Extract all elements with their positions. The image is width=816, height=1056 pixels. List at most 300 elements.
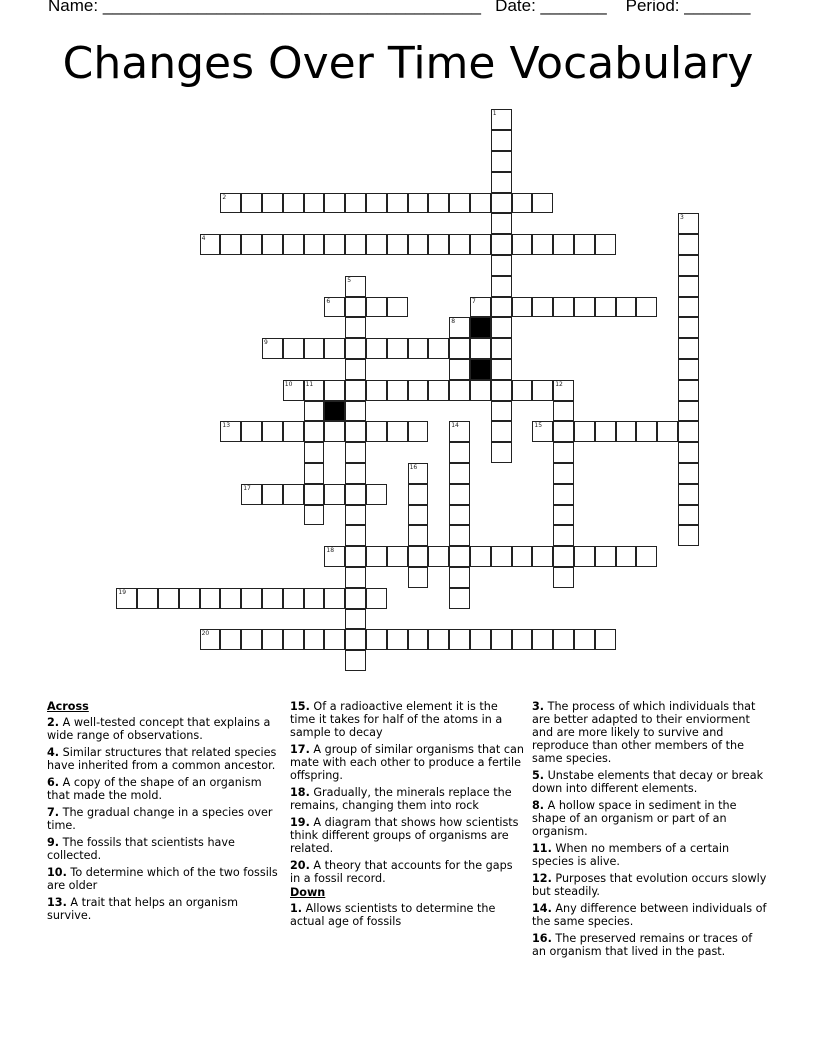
grid-cell[interactable] bbox=[283, 629, 304, 650]
grid-cell[interactable] bbox=[220, 421, 241, 442]
grid-cell[interactable] bbox=[512, 297, 533, 318]
grid-cell[interactable] bbox=[304, 193, 325, 214]
grid-cell[interactable] bbox=[283, 380, 304, 401]
clue-down-11 bbox=[532, 842, 768, 868]
grid-cell[interactable] bbox=[304, 401, 325, 422]
grid-cell[interactable] bbox=[678, 338, 699, 359]
grid-cell[interactable] bbox=[595, 629, 616, 650]
grid-cell[interactable] bbox=[449, 546, 470, 567]
grid-cell[interactable] bbox=[512, 546, 533, 567]
clue-number-label: 14 bbox=[451, 422, 459, 430]
clue-text: The gradual change in a species over time. bbox=[47, 806, 273, 832]
grid-cell[interactable] bbox=[574, 421, 595, 442]
grid-cell[interactable] bbox=[470, 193, 491, 214]
clues-column-1 bbox=[47, 700, 283, 926]
grid-cell[interactable] bbox=[449, 525, 470, 546]
grid-cell[interactable] bbox=[553, 234, 574, 255]
grid-cell[interactable] bbox=[449, 338, 470, 359]
grid-cell[interactable] bbox=[678, 421, 699, 442]
grid-cell[interactable] bbox=[345, 317, 366, 338]
grid-cell[interactable] bbox=[678, 484, 699, 505]
clue-text: A diagram that shows how scientists think different groups of organisms are related. bbox=[290, 816, 519, 855]
grid-cell[interactable] bbox=[470, 338, 491, 359]
grid-cell[interactable] bbox=[304, 442, 325, 463]
clue-text: The process of which individuals that are better adapted to their enviorment and are more likely to survive and reproduce than other members of the same species. bbox=[532, 700, 756, 765]
grid-cell[interactable] bbox=[345, 421, 366, 442]
grid-cell[interactable] bbox=[491, 401, 512, 422]
clue-down-3 bbox=[532, 700, 768, 765]
clue-across-10 bbox=[47, 866, 283, 892]
clue-across-13 bbox=[47, 896, 283, 922]
clue-text: A group of similar organisms that can mate with each other to produce a fertile offspring. bbox=[290, 743, 524, 782]
grid-cell[interactable] bbox=[512, 193, 533, 214]
grid-cell[interactable] bbox=[408, 484, 429, 505]
grid-cell[interactable] bbox=[449, 463, 470, 484]
grid-cell[interactable] bbox=[408, 421, 429, 442]
grid-cell[interactable] bbox=[678, 380, 699, 401]
grid-cell[interactable] bbox=[678, 213, 699, 234]
grid-cell[interactable] bbox=[179, 588, 200, 609]
grid-cell[interactable] bbox=[491, 338, 512, 359]
grid-cell[interactable] bbox=[470, 629, 491, 650]
grid-cell[interactable] bbox=[449, 421, 470, 442]
grid-cell[interactable] bbox=[491, 297, 512, 318]
grid-cell[interactable] bbox=[220, 588, 241, 609]
grid-cell[interactable] bbox=[220, 629, 241, 650]
clue-number: 10. bbox=[47, 866, 67, 879]
clue-number-label: 12 bbox=[555, 380, 563, 388]
clue-down-1 bbox=[290, 902, 526, 928]
grid-cell[interactable] bbox=[636, 421, 657, 442]
grid-cell[interactable] bbox=[574, 297, 595, 318]
grid-cell[interactable] bbox=[470, 546, 491, 567]
grid-cell[interactable] bbox=[678, 276, 699, 297]
grid-cell[interactable] bbox=[262, 588, 283, 609]
grid-cell[interactable] bbox=[137, 588, 158, 609]
grid-cell[interactable] bbox=[449, 317, 470, 338]
clue-number: 12. bbox=[532, 872, 552, 885]
grid-cell[interactable] bbox=[324, 629, 345, 650]
clue-number-label: 7 bbox=[472, 297, 476, 305]
grid-cell[interactable] bbox=[345, 193, 366, 214]
grid-cell[interactable] bbox=[553, 380, 574, 401]
grid-cell[interactable] bbox=[345, 338, 366, 359]
grid-cell[interactable] bbox=[283, 338, 304, 359]
clue-number-label: 17 bbox=[243, 484, 251, 492]
grid-cell[interactable] bbox=[678, 317, 699, 338]
name-blank[interactable]: ________________________________________ bbox=[102, 0, 481, 15]
grid-cell[interactable] bbox=[595, 234, 616, 255]
grid-cell[interactable] bbox=[553, 505, 574, 526]
grid-cell[interactable] bbox=[574, 546, 595, 567]
grid-cell[interactable] bbox=[262, 193, 283, 214]
grid-cell[interactable] bbox=[283, 484, 304, 505]
grid-cell[interactable] bbox=[553, 629, 574, 650]
grid-cell[interactable] bbox=[491, 629, 512, 650]
grid-cell[interactable] bbox=[408, 567, 429, 588]
grid-cell[interactable] bbox=[387, 193, 408, 214]
grid-cell[interactable] bbox=[532, 234, 553, 255]
grid-cell[interactable] bbox=[532, 380, 553, 401]
grid-cell[interactable] bbox=[262, 421, 283, 442]
grid-cell[interactable] bbox=[324, 546, 345, 567]
grid-cell[interactable] bbox=[366, 338, 387, 359]
clue-text: A hollow space in sediment in the shape of an organism or part of an organism. bbox=[532, 799, 737, 838]
grid-cell[interactable] bbox=[470, 380, 491, 401]
clue-number-label: 11 bbox=[305, 380, 314, 388]
clue-number-label: 10 bbox=[284, 380, 293, 388]
grid-cell[interactable] bbox=[387, 297, 408, 318]
grid-cell[interactable] bbox=[408, 193, 429, 214]
grid-cell[interactable] bbox=[408, 234, 429, 255]
grid-cell[interactable] bbox=[200, 629, 221, 650]
grid-cell[interactable] bbox=[345, 276, 366, 297]
grid-cell[interactable] bbox=[553, 484, 574, 505]
grid-cell[interactable] bbox=[345, 401, 366, 422]
grid-cell[interactable] bbox=[491, 421, 512, 442]
clue-number-label: 2 bbox=[222, 193, 227, 201]
clue-across-18 bbox=[290, 786, 526, 812]
grid-cell[interactable] bbox=[532, 193, 553, 214]
grid-cell[interactable] bbox=[428, 193, 449, 214]
grid-cell[interactable] bbox=[636, 297, 657, 318]
clue-text: When no members of a certain species is alive. bbox=[532, 842, 730, 868]
grid-cell[interactable] bbox=[449, 380, 470, 401]
grid-cell[interactable] bbox=[408, 505, 429, 526]
clue-number: 3. bbox=[532, 700, 545, 713]
down-heading: Down bbox=[290, 886, 326, 899]
clue-across-20 bbox=[290, 859, 526, 885]
date-blank[interactable]: _______ bbox=[540, 0, 607, 15]
grid-cell[interactable] bbox=[491, 193, 512, 214]
grid-cell[interactable] bbox=[408, 525, 429, 546]
grid-cell[interactable] bbox=[491, 255, 512, 276]
grid-cell[interactable] bbox=[366, 297, 387, 318]
grid-cell[interactable] bbox=[304, 505, 325, 526]
clue-number: 13. bbox=[47, 896, 67, 909]
grid-cell[interactable] bbox=[616, 546, 637, 567]
grid-cell[interactable] bbox=[304, 484, 325, 505]
grid-cell[interactable] bbox=[449, 484, 470, 505]
grid-cell[interactable] bbox=[678, 505, 699, 526]
page-title: Changes Over Time Vocabulary bbox=[62, 38, 754, 89]
clue-number: 15. bbox=[290, 700, 310, 713]
clue-number-label: 13 bbox=[222, 422, 231, 430]
clue-number: 2. bbox=[47, 716, 60, 729]
grid-cell[interactable] bbox=[366, 484, 387, 505]
grid-cell[interactable] bbox=[387, 338, 408, 359]
grid-cell[interactable] bbox=[324, 421, 345, 442]
grid-cell[interactable] bbox=[304, 234, 325, 255]
clue-across-4 bbox=[47, 746, 283, 772]
grid-cell[interactable] bbox=[678, 401, 699, 422]
grid-cell[interactable] bbox=[574, 629, 595, 650]
grid-cell[interactable] bbox=[512, 629, 533, 650]
grid-cell[interactable] bbox=[345, 484, 366, 505]
grid-cell[interactable] bbox=[678, 525, 699, 546]
grid-cell[interactable] bbox=[304, 629, 325, 650]
clue-text: Gradually, the minerals replace the remains, changing them into rock bbox=[290, 786, 512, 812]
grid-cell[interactable] bbox=[553, 525, 574, 546]
grid-cell[interactable] bbox=[512, 380, 533, 401]
grid-cell[interactable] bbox=[304, 588, 325, 609]
grid-cell[interactable] bbox=[553, 401, 574, 422]
grid-cell[interactable] bbox=[283, 421, 304, 442]
grid-cell[interactable] bbox=[387, 421, 408, 442]
grid-cell[interactable] bbox=[449, 567, 470, 588]
grid-cell[interactable] bbox=[158, 588, 179, 609]
grid-cell[interactable] bbox=[200, 234, 221, 255]
clue-across-6 bbox=[47, 776, 283, 802]
grid-cell[interactable] bbox=[241, 234, 262, 255]
grid-cell[interactable] bbox=[574, 234, 595, 255]
grid-cell[interactable] bbox=[241, 629, 262, 650]
grid-cell[interactable] bbox=[345, 380, 366, 401]
black-cell bbox=[470, 359, 491, 380]
grid-cell[interactable] bbox=[449, 505, 470, 526]
grid-cell[interactable] bbox=[241, 588, 262, 609]
grid-cell[interactable] bbox=[428, 629, 449, 650]
grid-cell[interactable] bbox=[262, 629, 283, 650]
grid-cell[interactable] bbox=[345, 546, 366, 567]
grid-cell[interactable] bbox=[491, 234, 512, 255]
grid-cell[interactable] bbox=[449, 359, 470, 380]
grid-cell[interactable] bbox=[366, 234, 387, 255]
clue-number: 7. bbox=[47, 806, 60, 819]
grid-cell[interactable] bbox=[491, 359, 512, 380]
grid-cell[interactable] bbox=[491, 130, 512, 151]
grid-cell[interactable] bbox=[470, 297, 491, 318]
grid-cell[interactable] bbox=[449, 588, 470, 609]
grid-cell[interactable] bbox=[366, 421, 387, 442]
grid-cell[interactable] bbox=[324, 297, 345, 318]
clue-across-9 bbox=[47, 836, 283, 862]
grid-cell[interactable] bbox=[553, 546, 574, 567]
grid-cell[interactable] bbox=[678, 297, 699, 318]
grid-cell[interactable] bbox=[532, 546, 553, 567]
clue-text: A copy of the shape of an organism that made the mold. bbox=[47, 776, 262, 802]
grid-cell[interactable] bbox=[345, 297, 366, 318]
grid-cell[interactable] bbox=[491, 317, 512, 338]
grid-cell[interactable] bbox=[491, 276, 512, 297]
grid-cell[interactable] bbox=[553, 421, 574, 442]
clue-number: 16. bbox=[532, 932, 552, 945]
clue-number: 14. bbox=[532, 902, 552, 915]
clue-number-label: 6 bbox=[326, 297, 331, 305]
grid-cell[interactable] bbox=[428, 338, 449, 359]
clue-number-label: 18 bbox=[326, 547, 335, 555]
grid-cell[interactable] bbox=[220, 193, 241, 214]
grid-cell[interactable] bbox=[345, 609, 366, 630]
clue-down-14 bbox=[532, 902, 768, 928]
grid-cell[interactable] bbox=[345, 567, 366, 588]
clue-text: A trait that helps an organism survive. bbox=[47, 896, 238, 922]
grid-cell[interactable] bbox=[616, 421, 637, 442]
grid-cell[interactable] bbox=[345, 505, 366, 526]
clue-text: Similar structures that related species have inherited from a common ancestor. bbox=[47, 746, 277, 772]
grid-cell[interactable] bbox=[220, 234, 241, 255]
grid-cell[interactable] bbox=[532, 297, 553, 318]
clues-column-3 bbox=[532, 700, 768, 962]
grid-cell[interactable] bbox=[678, 442, 699, 463]
clue-number-label: 1 bbox=[492, 110, 497, 118]
grid-cell[interactable] bbox=[345, 650, 366, 671]
clue-number-label: 20 bbox=[201, 630, 210, 638]
grid-cell[interactable] bbox=[428, 380, 449, 401]
grid-cell[interactable] bbox=[324, 588, 345, 609]
clue-number: 1. bbox=[290, 902, 303, 915]
grid-cell[interactable] bbox=[491, 109, 512, 130]
grid-cell[interactable] bbox=[345, 629, 366, 650]
grid-cell[interactable] bbox=[449, 234, 470, 255]
grid-cell[interactable] bbox=[262, 338, 283, 359]
grid-cell[interactable] bbox=[532, 421, 553, 442]
clue-number: 17. bbox=[290, 743, 310, 756]
grid-cell[interactable] bbox=[428, 546, 449, 567]
grid-cell[interactable] bbox=[678, 463, 699, 484]
grid-cell[interactable] bbox=[200, 588, 221, 609]
clue-number-label: 19 bbox=[118, 588, 127, 596]
clue-text: The preserved remains or traces of an organism that lived in the past. bbox=[532, 932, 753, 958]
grid-cell[interactable] bbox=[324, 193, 345, 214]
clue-across-7 bbox=[47, 806, 283, 832]
period-label: Period: bbox=[625, 0, 680, 15]
grid-cell[interactable] bbox=[678, 255, 699, 276]
grid-cell[interactable] bbox=[366, 546, 387, 567]
grid-cell[interactable] bbox=[304, 380, 325, 401]
clue-down-8 bbox=[532, 799, 768, 838]
grid-cell[interactable] bbox=[553, 567, 574, 588]
name-label: Name: bbox=[48, 0, 99, 15]
grid-cell[interactable] bbox=[491, 172, 512, 193]
clue-text: The fossils that scientists have collected. bbox=[47, 836, 235, 862]
grid-cell[interactable] bbox=[512, 234, 533, 255]
grid-cell[interactable] bbox=[408, 380, 429, 401]
grid-cell[interactable] bbox=[283, 193, 304, 214]
grid-cell[interactable] bbox=[262, 234, 283, 255]
grid-cell[interactable] bbox=[678, 234, 699, 255]
grid-cell[interactable] bbox=[408, 338, 429, 359]
clue-number: 20. bbox=[290, 859, 310, 872]
grid-cell[interactable] bbox=[491, 151, 512, 172]
grid-cell[interactable] bbox=[345, 588, 366, 609]
grid-cell[interactable] bbox=[408, 629, 429, 650]
grid-cell[interactable] bbox=[345, 234, 366, 255]
grid-cell[interactable] bbox=[324, 338, 345, 359]
clue-number: 11. bbox=[532, 842, 552, 855]
clue-across-19 bbox=[290, 816, 526, 855]
grid-cell[interactable] bbox=[491, 213, 512, 234]
clue-text: To determine which of the two fossils are older bbox=[47, 866, 278, 892]
clue-text: Of a radioactive element it is the time it takes for half of the atoms in a sample to decay bbox=[290, 700, 503, 739]
clue-number-label: 3 bbox=[680, 214, 684, 222]
grid-cell[interactable] bbox=[345, 525, 366, 546]
grid-cell[interactable] bbox=[387, 629, 408, 650]
grid-cell[interactable] bbox=[491, 380, 512, 401]
grid-cell[interactable] bbox=[304, 338, 325, 359]
grid-cell[interactable] bbox=[304, 463, 325, 484]
grid-cell[interactable] bbox=[595, 421, 616, 442]
grid-cell[interactable] bbox=[241, 484, 262, 505]
clue-number-label: 9 bbox=[264, 339, 268, 347]
grid-cell[interactable] bbox=[324, 484, 345, 505]
clue-number-label: 8 bbox=[451, 318, 456, 326]
clue-number-label: 16 bbox=[409, 464, 418, 471]
grid-cell[interactable] bbox=[116, 588, 137, 609]
clue-down-5 bbox=[532, 769, 768, 795]
clue-across-17 bbox=[290, 743, 526, 782]
across-heading: Across bbox=[47, 700, 89, 713]
period-blank[interactable]: _______ bbox=[684, 0, 751, 15]
clue-text: Allows scientists to determine the actual age of fossils bbox=[290, 902, 496, 928]
grid-cell[interactable] bbox=[324, 234, 345, 255]
grid-cell[interactable] bbox=[470, 234, 491, 255]
grid-cell[interactable] bbox=[678, 359, 699, 380]
grid-cell[interactable] bbox=[553, 297, 574, 318]
grid-cell[interactable] bbox=[428, 234, 449, 255]
grid-cell[interactable] bbox=[241, 193, 262, 214]
grid-cell[interactable] bbox=[387, 234, 408, 255]
grid-cell[interactable] bbox=[449, 193, 470, 214]
grid-cell[interactable] bbox=[449, 442, 470, 463]
grid-cell[interactable] bbox=[345, 442, 366, 463]
grid-cell[interactable] bbox=[366, 629, 387, 650]
grid-cell[interactable] bbox=[657, 421, 678, 442]
clue-text: Any difference between individuals of the same species. bbox=[532, 902, 767, 928]
grid-cell[interactable] bbox=[366, 193, 387, 214]
grid-cell[interactable] bbox=[595, 546, 616, 567]
grid-cell[interactable] bbox=[387, 546, 408, 567]
grid-cell[interactable] bbox=[366, 380, 387, 401]
clue-number: 18. bbox=[290, 786, 310, 799]
grid-cell[interactable] bbox=[449, 629, 470, 650]
grid-cell[interactable] bbox=[262, 484, 283, 505]
clues-column-2 bbox=[290, 700, 526, 932]
grid-cell[interactable] bbox=[636, 546, 657, 567]
grid-cell[interactable] bbox=[324, 380, 345, 401]
grid-cell[interactable] bbox=[304, 421, 325, 442]
black-cell bbox=[470, 317, 491, 338]
clue-number-label: 5 bbox=[347, 276, 352, 284]
clue-number-label: 4 bbox=[201, 235, 206, 243]
grid-cell[interactable] bbox=[491, 546, 512, 567]
grid-cell[interactable] bbox=[366, 588, 387, 609]
grid-cell[interactable] bbox=[345, 359, 366, 380]
grid-cell[interactable] bbox=[387, 380, 408, 401]
grid-cell[interactable] bbox=[532, 629, 553, 650]
clue-text: A well-tested concept that explains a wide range of observations. bbox=[47, 716, 271, 742]
grid-cell[interactable] bbox=[553, 463, 574, 484]
grid-cell[interactable] bbox=[595, 297, 616, 318]
grid-cell[interactable] bbox=[553, 442, 574, 463]
clue-number: 8. bbox=[532, 799, 545, 812]
clue-down-12 bbox=[532, 872, 768, 898]
grid-cell[interactable] bbox=[345, 463, 366, 484]
clue-number: 6. bbox=[47, 776, 60, 789]
clue-number: 5. bbox=[532, 769, 545, 782]
grid-cell[interactable] bbox=[283, 588, 304, 609]
clue-text: Unstabe elements that decay or break down into different elements. bbox=[532, 769, 764, 795]
grid-cell[interactable] bbox=[408, 546, 429, 567]
grid-cell[interactable] bbox=[408, 463, 429, 484]
clue-number: 19. bbox=[290, 816, 310, 829]
clue-down-16 bbox=[532, 932, 768, 958]
clue-across-15 bbox=[290, 700, 526, 739]
grid-cell[interactable] bbox=[616, 297, 637, 318]
grid-cell[interactable] bbox=[283, 234, 304, 255]
grid-cell[interactable] bbox=[241, 421, 262, 442]
grid-cell[interactable] bbox=[491, 442, 512, 463]
